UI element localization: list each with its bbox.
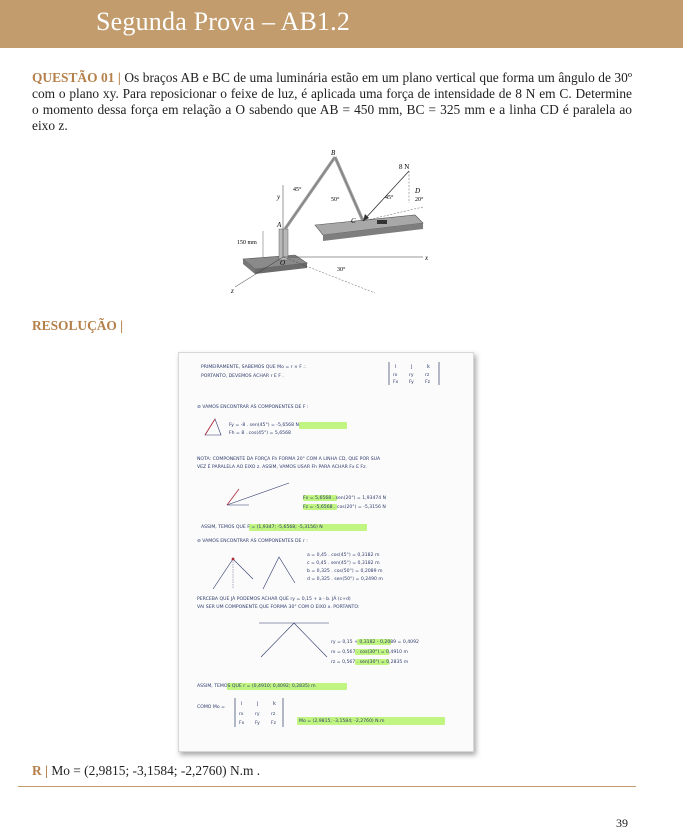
- scan-line: c = 0,45 . sen(45°) = 0,3182 m: [307, 561, 380, 566]
- svg-text:Fx: Fx: [239, 721, 245, 726]
- r-projection-sketch: [249, 617, 339, 663]
- label-x: x: [425, 254, 429, 262]
- label-y: y: [277, 193, 281, 201]
- scan-line: Fy = -8 . sen(45°) = -5,6568 N: [229, 423, 299, 428]
- label-o: O: [280, 259, 286, 267]
- scan-line: COMO Mo =: [197, 705, 225, 710]
- label-45a: 45°: [293, 187, 302, 193]
- scan-line: Fz = -5,6568 . cos(20°) = -5,3156 N: [303, 505, 386, 510]
- header-bar: [0, 0, 683, 48]
- svg-text:k: k: [273, 701, 276, 707]
- scan-line: ry = 0,15 + 0,3182 - 0,2089 = 0,4092: [331, 640, 419, 645]
- question-text: [32, 70, 632, 134]
- scan-line: PORTANTO, DEVEMOS ACHAR r E F .: [201, 374, 284, 379]
- r-components-sketch: [203, 549, 303, 593]
- question-label: QUESTÃO 01 |: [32, 70, 121, 85]
- scan-line: VEZ É PARALELA AO EIXO z. ASSIM, VAMOS USAR Fh PARA ACHAR Fx E Fz.: [197, 465, 367, 470]
- scan-line: Fx = 5,6568 . sen(20°) = 1,93474 N: [303, 496, 387, 501]
- svg-text:rz: rz: [271, 712, 276, 717]
- answer-label: R |: [32, 763, 48, 778]
- label-45b: 45°: [385, 195, 394, 201]
- page-number: 39: [616, 816, 628, 830]
- answer-text: Mo = (2,9815; -3,1584; -2,2760) N.m .: [47, 763, 261, 778]
- label-50: 50°: [331, 197, 340, 203]
- lamp-figure: [225, 147, 435, 297]
- scan-line: ⊘ VAMOS ENCONTRAR AS COMPONENTES DE F :: [197, 405, 309, 410]
- scan-line: Fh = 8 . cos(45°) = 5,6568: [229, 431, 291, 436]
- footer-divider: [18, 786, 636, 787]
- label-20: 20°: [415, 197, 424, 203]
- svg-text:Fz: Fz: [425, 380, 430, 385]
- post: [279, 229, 288, 260]
- svg-text:ry: ry: [255, 712, 260, 717]
- moment-matrix-sketch: [233, 697, 287, 729]
- scan-line: VAI SER UM COMPONENTE QUE FORMA 30° COM O EIXO x. PORTANTO:: [197, 605, 360, 610]
- force-triangle-sketch: [201, 415, 225, 439]
- answer: [32, 763, 260, 779]
- svg-text:rx: rx: [393, 373, 398, 378]
- scan-line: PRIMEIRAMENTE, SABEMOS QUE Mo = r × F ∴: [201, 365, 307, 370]
- resolution-label: RESOLUÇÃO |: [32, 318, 124, 333]
- scan-line: NOTA: COMPONENTE DA FORÇA Fh FORMA 20° COM A LINHA CD, QUE POR SUA: [197, 457, 381, 462]
- scan-line: d = 0,325 . sen(50°) = 0,2490 m: [307, 577, 383, 582]
- svg-text:Fz: Fz: [271, 721, 276, 726]
- fh-decomposition-sketch: [219, 475, 299, 511]
- svg-text:Fy: Fy: [409, 380, 414, 385]
- svg-text:i: i: [241, 701, 243, 707]
- cross-product-matrix: [387, 361, 447, 387]
- svg-text:rx: rx: [239, 712, 244, 717]
- scan-line: ASSIM, TEMOS QUE F = (1,9347; -5,6568; -5,3156) N: [201, 525, 323, 530]
- scan-line: a = 0,45 . cos(45°) = 0,3182 m: [307, 553, 380, 558]
- label-150mm: 150 mm: [237, 240, 257, 246]
- page-title: Segunda Prova – AB1.2: [96, 7, 351, 36]
- svg-text:i: i: [395, 364, 397, 370]
- svg-text:Fy: Fy: [255, 721, 260, 726]
- handwritten-solution-scan: [178, 352, 474, 752]
- label-a: A: [277, 221, 282, 229]
- svg-text:j: j: [257, 701, 259, 707]
- label-b: B: [331, 149, 336, 157]
- scan-line: rx = 0,567 . cos(30°) = 0,4910 m: [331, 650, 409, 655]
- svg-text:j: j: [411, 364, 413, 370]
- scan-line: ASSIM, TEMOS QUE r = (0,4910; 0,4092; 0,2835) m: [197, 684, 316, 689]
- scan-line: b = 0,325 . cos(50°) = 0,2089 m: [307, 569, 383, 574]
- label-30: 30°: [337, 267, 346, 273]
- label-d: D: [415, 187, 421, 195]
- svg-text:k: k: [427, 364, 430, 370]
- svg-text:rz: rz: [425, 373, 430, 378]
- label-c: C: [351, 217, 356, 225]
- svg-text:ry: ry: [409, 373, 414, 378]
- label-z: z: [231, 287, 234, 295]
- scan-line: rz = 0,567 . sen(30°) = 0,2835 m: [331, 660, 409, 665]
- question-body: Os braços AB e BC de uma luminária estão em um plano vertical que forma um ângulo de 30º com o plano xy. Para reposicionar o feixe de luz, é aplicada uma força de intensidade de 8 N em C. Determine o momento dessa força em relação a O sabendo que AB = 450 mm, BC = 325 mm e a linha CD é paralela ao eixo z.: [32, 70, 632, 133]
- svg-text:Fx: Fx: [393, 380, 399, 385]
- label-force: 8 N: [399, 163, 410, 171]
- scan-line: ⊘ VAMOS ENCONTRAR AS COMPONENTES DE r :: [197, 539, 308, 544]
- scan-line: Mo = (2,9815; -3,1584; -2,2760) N.m: [299, 719, 385, 724]
- scan-line: PERCEBA QUE JÁ PODEMOS ACHAR QUE ry = 0,15 + a - b. JÁ (c+d): [197, 597, 351, 602]
